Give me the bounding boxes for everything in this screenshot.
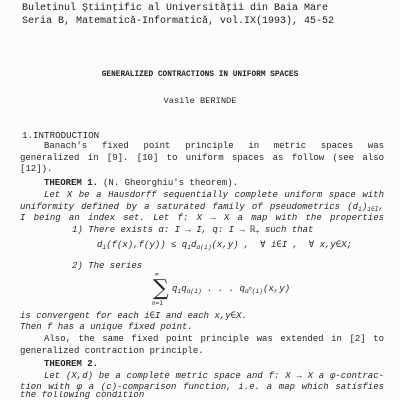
theorem-1-text: , <box>378 202 384 212</box>
theorem-1-heading: THEOREM 1. <box>44 178 99 188</box>
journal-name: Buletinul Ştiinţific al Universităţii din Baia Mare <box>22 3 329 14</box>
subscript: α(i) <box>196 244 212 251</box>
theorem-2-heading: THEOREM 2. <box>44 359 99 369</box>
subscript: i <box>177 288 182 295</box>
condition-1-text: such that <box>259 225 314 235</box>
subscript: α(i) <box>186 288 202 295</box>
theorem-1-line: I being an index set. Let f: X → X a map with the properties <box>20 213 384 223</box>
series-terms <box>172 284 290 295</box>
condition-1 <box>72 225 313 236</box>
series-lower-limit: n=1 <box>152 300 163 307</box>
subscript: + <box>255 229 260 236</box>
subscript: i∈I <box>367 206 379 213</box>
theorem-1-text: uniformity defined by a saturated family of pseudometrics (d <box>20 202 359 212</box>
theorem-2-line: Let (X,d) be a complete metric space and f: X → X a φ-contrac- <box>44 371 384 381</box>
theorem-2-line: the following condition <box>20 391 145 400</box>
subscript-text: (i) <box>251 288 264 295</box>
series-upper-limit: ∞ <box>155 271 159 278</box>
intro-line: [12]). <box>20 164 53 174</box>
subscript: i <box>187 244 191 251</box>
formula-text: . . . q <box>201 284 245 294</box>
theorem-1-line <box>20 202 384 213</box>
formula-symbol: q <box>172 284 178 294</box>
subscript-text: α <box>244 288 249 295</box>
formula-text: (f(x),f(y)) ≤ q <box>106 240 188 250</box>
paragraph-line: generalized contraction principle. <box>20 346 204 356</box>
formula-text: (x,y) <box>263 284 291 294</box>
condition-2: 2) The series <box>72 261 143 271</box>
formula-text: (x,y) , ∀ i∈I , ∀ x,y∈X; <box>211 240 353 250</box>
theorem-2-line: tion with φ a (c)-comparison function, i.e. a map which satisfies <box>20 382 384 392</box>
section-heading: 1.INTRODUCTION <box>22 130 100 141</box>
formula-1 <box>97 240 352 251</box>
theorem-1-line: is convergent for each i∈I and each x,y∈X. <box>20 311 247 321</box>
superscript: n <box>248 286 252 292</box>
theorem-1-heading-line <box>44 178 238 189</box>
summation-symbol: ∑ <box>153 276 169 301</box>
theorem-1-conclusion: Then f has a unique fixed point. <box>20 322 193 332</box>
paper-title: GENERALIZED CONTRACTIONS IN UNIFORM SPACES <box>101 71 299 79</box>
theorem-1-attribution: (N. Gheorghiu's theorem). <box>103 178 239 188</box>
subscript: i <box>102 244 107 251</box>
condition-1-text: 1) There exists α: I → I, q: I → ℝ <box>72 225 256 235</box>
theorem-1-line: Let X be a Hausdorff sequentially complete uniform space with <box>44 190 384 200</box>
journal-series: Seria B, Matematică-Informatică, vol.IX(1993), 45-52 <box>22 16 335 27</box>
paragraph-line: Also, the same fixed point principle was extended in [2] to <box>44 334 384 344</box>
formula-symbol: d <box>190 240 197 250</box>
subscript: i <box>358 206 362 213</box>
subscript <box>245 288 263 295</box>
paper-author: Vasile BERINDE <box>163 96 237 106</box>
formula-symbol: q <box>181 284 187 294</box>
intro-line: Banach's fixed point principle in metric spaces was <box>44 141 384 151</box>
theorem-1-text: ) <box>361 202 368 212</box>
formula-symbol: d <box>97 240 103 250</box>
intro-line: generalized in [9]. [10] to uniform spaces as follow (see also <box>20 153 384 163</box>
